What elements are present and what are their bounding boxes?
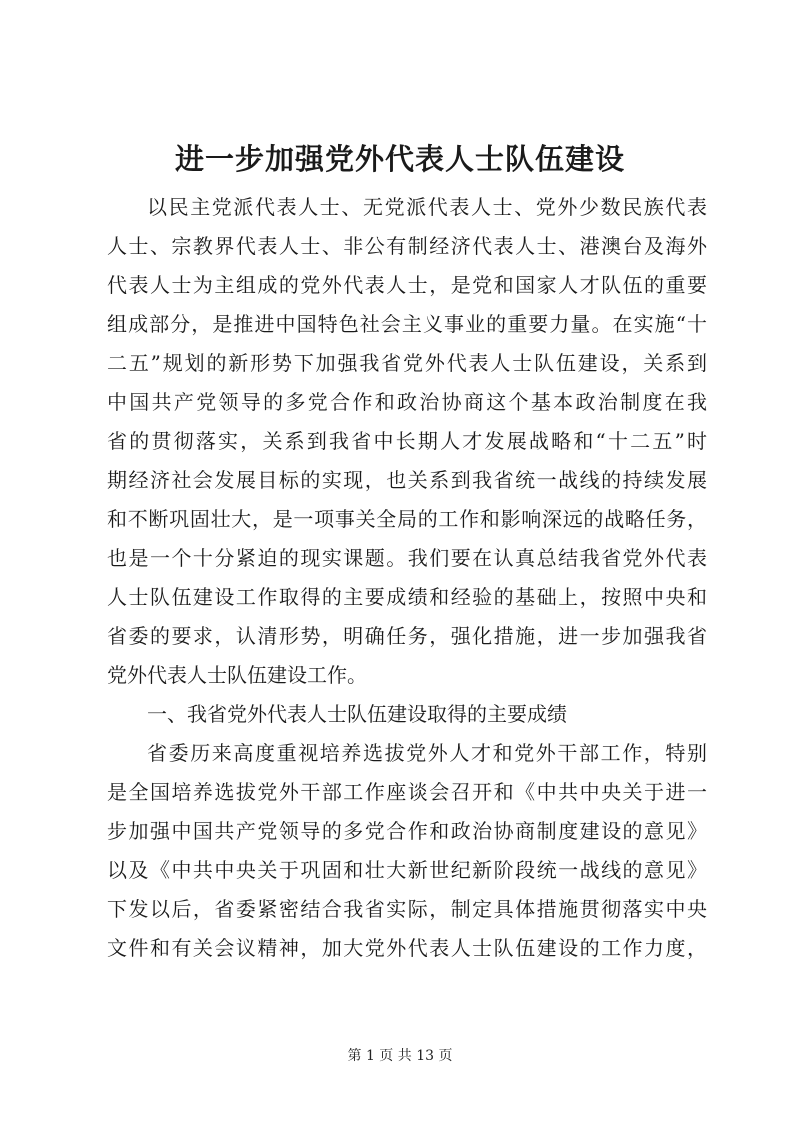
paragraph-1-line-5: 二五”规划的新形势下加强我省党外代表人士队伍建设，关系到 [107, 351, 707, 375]
document-title: 进一步加强党外代表人士队伍建设 [174, 142, 625, 176]
paragraph-1-line-2: 人士、宗教界代表人士、非公有制经济代表人士、港澳台及海外 [107, 234, 707, 258]
page-number-footer: 第 1 页 共 13 页 [347, 1048, 453, 1064]
paragraph-2-line-4: 以及《中共中央关于巩固和壮大新世纪新阶段统一战线的意见》 [107, 858, 707, 882]
paragraph-1-line-8: 期经济社会发展目标的实现，也关系到我省统一战线的持续发展 [107, 468, 707, 492]
paragraph-1-line-9: 和不断巩固壮大，是一项事关全局的工作和影响深远的战略任务， [107, 507, 707, 531]
document-body [107, 188, 707, 968]
paragraph-1-line-1: 以民主党派代表人士、无党派代表人士、党外少数民族代表 [147, 195, 707, 219]
paragraph-2-line-5: 下发以后，省委紧密结合我省实际，制定具体措施贯彻落实中央 [107, 897, 707, 921]
paragraph-1-line-3: 代表人士为主组成的党外代表人士，是党和国家人才队伍的重要 [107, 273, 707, 297]
paragraph-1-line-7: 省的贯彻落实，关系到我省中长期人才发展战略和“十二五”时 [107, 429, 707, 453]
paragraph-2-line-2: 是全国培养选拔党外干部工作座谈会召开和《中共中央关于进一 [107, 780, 707, 804]
paragraph-2-line-3: 步加强中国共产党领导的多党合作和政治协商制度建设的意见》 [107, 819, 707, 843]
paragraph-2-line-1: 省委历来高度重视培养选拔党外人才和党外干部工作，特别 [147, 741, 707, 765]
paragraph-1-line-6: 中国共产党领导的多党合作和政治协商这个基本政治制度在我 [107, 390, 707, 414]
paragraph-1-line-4: 组成部分，是推进中国特色社会主义事业的重要力量。在实施“十 [107, 312, 707, 336]
paragraph-1-line-12: 省委的要求，认清形势，明确任务，强化措施，进一步加强我省 [107, 624, 707, 648]
section-heading: 一、我省党外代表人士队伍建设取得的主要成绩 [147, 702, 567, 726]
paragraph-1-line-11: 人士队伍建设工作取得的主要成绩和经验的基础上，按照中央和 [107, 585, 707, 609]
paragraph-1-line-10: 也是一个十分紧迫的现实课题。我们要在认真总结我省党外代表 [107, 546, 707, 570]
paragraph-1-line-13: 党外代表人士队伍建设工作。 [107, 663, 367, 687]
paragraph-2-line-6: 文件和有关会议精神，加大党外代表人士队伍建设的工作力度， [107, 936, 707, 960]
